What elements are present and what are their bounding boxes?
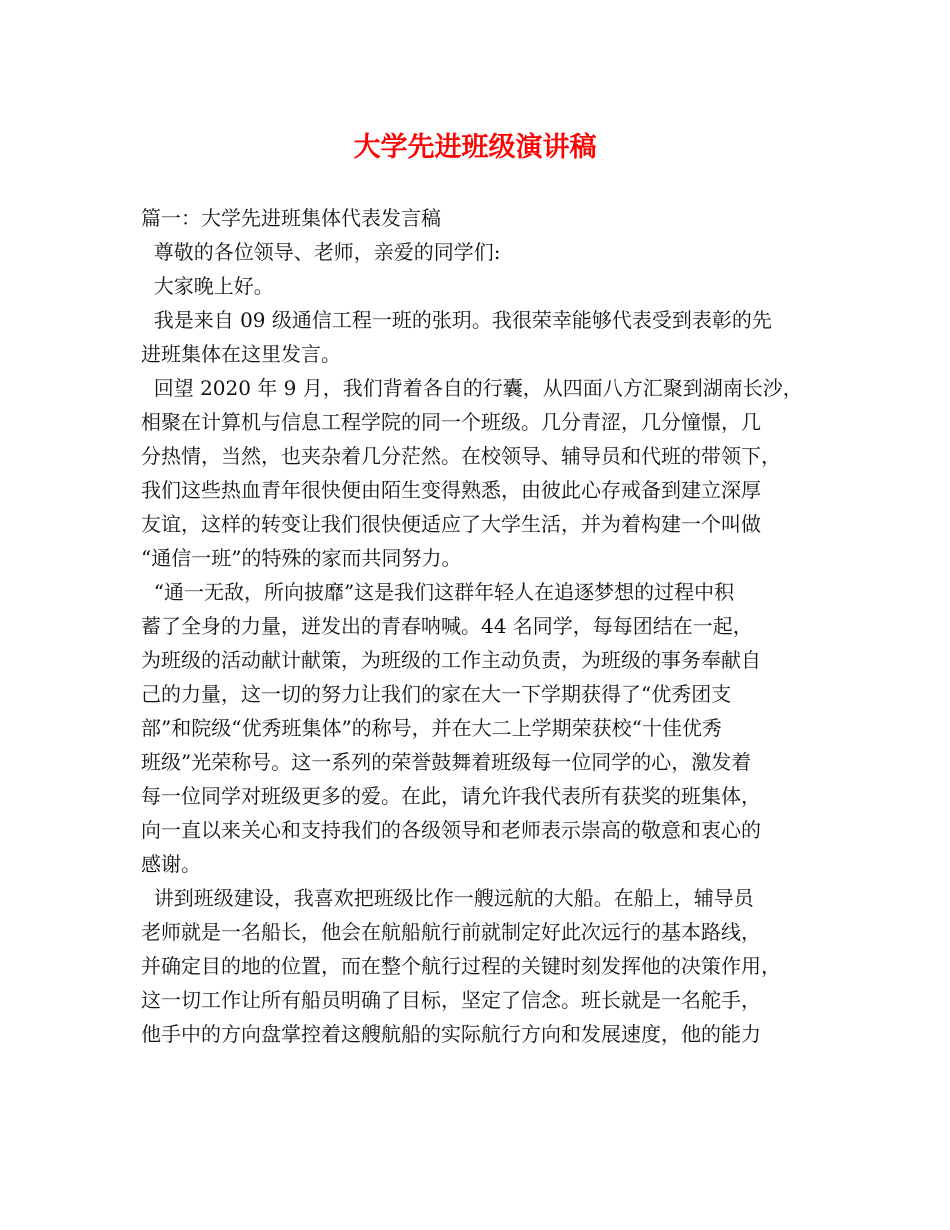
body-line: “通一无敌，所向披靡”这是我们这群年轻人在追逐梦想的过程中积 (141, 580, 735, 604)
body-line: 并确定目的地的位置，而在整个航行过程的关键时刻发挥他的决策作用， (141, 954, 781, 978)
body-line: 友谊，这样的转变让我们很快便适应了大学生活，并为着构建一个叫做 (141, 512, 761, 536)
body-line: 部”和院级“优秀班集体”的称号，并在大二上学期荣获校“十佳优秀 (141, 716, 722, 740)
body-line: 我们这些热血青年很快便由陌生变得熟悉，由彼此心存戒备到建立深厚 (141, 478, 761, 502)
body-line: 为班级的活动献计献策，为班级的工作主动负责，为班级的事务奉献自 (141, 648, 761, 672)
body-line: 己的力量，这一切的努力让我们的家在大一下学期获得了“优秀团支 (141, 682, 732, 706)
body-line: 蓄了全身的力量，迸发出的青春呐喊。44 名同学，每每团结在一起， (141, 614, 753, 638)
body-line: “通信一班”的特殊的家而共同努力。 (141, 546, 462, 570)
body-line: 进班集体在这里发言。 (141, 342, 341, 366)
body-line: 回望 2020 年 9 月，我们背着各自的行囊，从四面八方汇聚到湖南长沙， (141, 376, 803, 400)
body-line: 尊敬的各位领导、老师，亲爱的同学们: (141, 240, 501, 264)
body-line: 老师就是一名船长，他会在航船航行前就制定好此次远行的基本路线， (141, 920, 761, 944)
document-title: 大学先进班级演讲稿 (353, 132, 597, 163)
body-line: 他手中的方向盘掌控着这艘航船的实际航行方向和发展速度，他的能力 (141, 1022, 761, 1046)
body-line: 班级”光荣称号。这一系列的荣誉鼓舞着班级每一位同学的心，激发着 (141, 750, 752, 774)
body-line: 每一位同学对班级更多的爱。在此，请允许我代表所有获奖的班集体， (141, 784, 761, 808)
body-line: 大家晚上好。 (141, 274, 274, 298)
body-line: 感谢。 (141, 852, 201, 876)
body-line: 我是来自 09 级通信工程一班的张玥。我很荣幸能够代表受到表彰的先 (141, 308, 772, 332)
body-line: 这一切工作让所有船员明确了目标，坚定了信念。班长就是一名舵手， (141, 988, 761, 1012)
document-body (141, 201, 831, 1051)
body-line: 向一直以来关心和支持我们的各级领导和老师表示崇高的敬意和衷心的 (141, 818, 761, 842)
body-line: 讲到班级建设，我喜欢把班级比作一艘远航的大船。在船上，辅导员 (141, 886, 754, 910)
body-line: 分热情，当然，也夹杂着几分茫然。在校领导、辅导员和代班的带领下， (141, 444, 781, 468)
body-line: 相聚在计算机与信息工程学院的同一个班级。几分青涩，几分憧憬，几 (141, 410, 761, 434)
body-line: 篇一：大学先进班集体代表发言稿 (141, 206, 441, 230)
